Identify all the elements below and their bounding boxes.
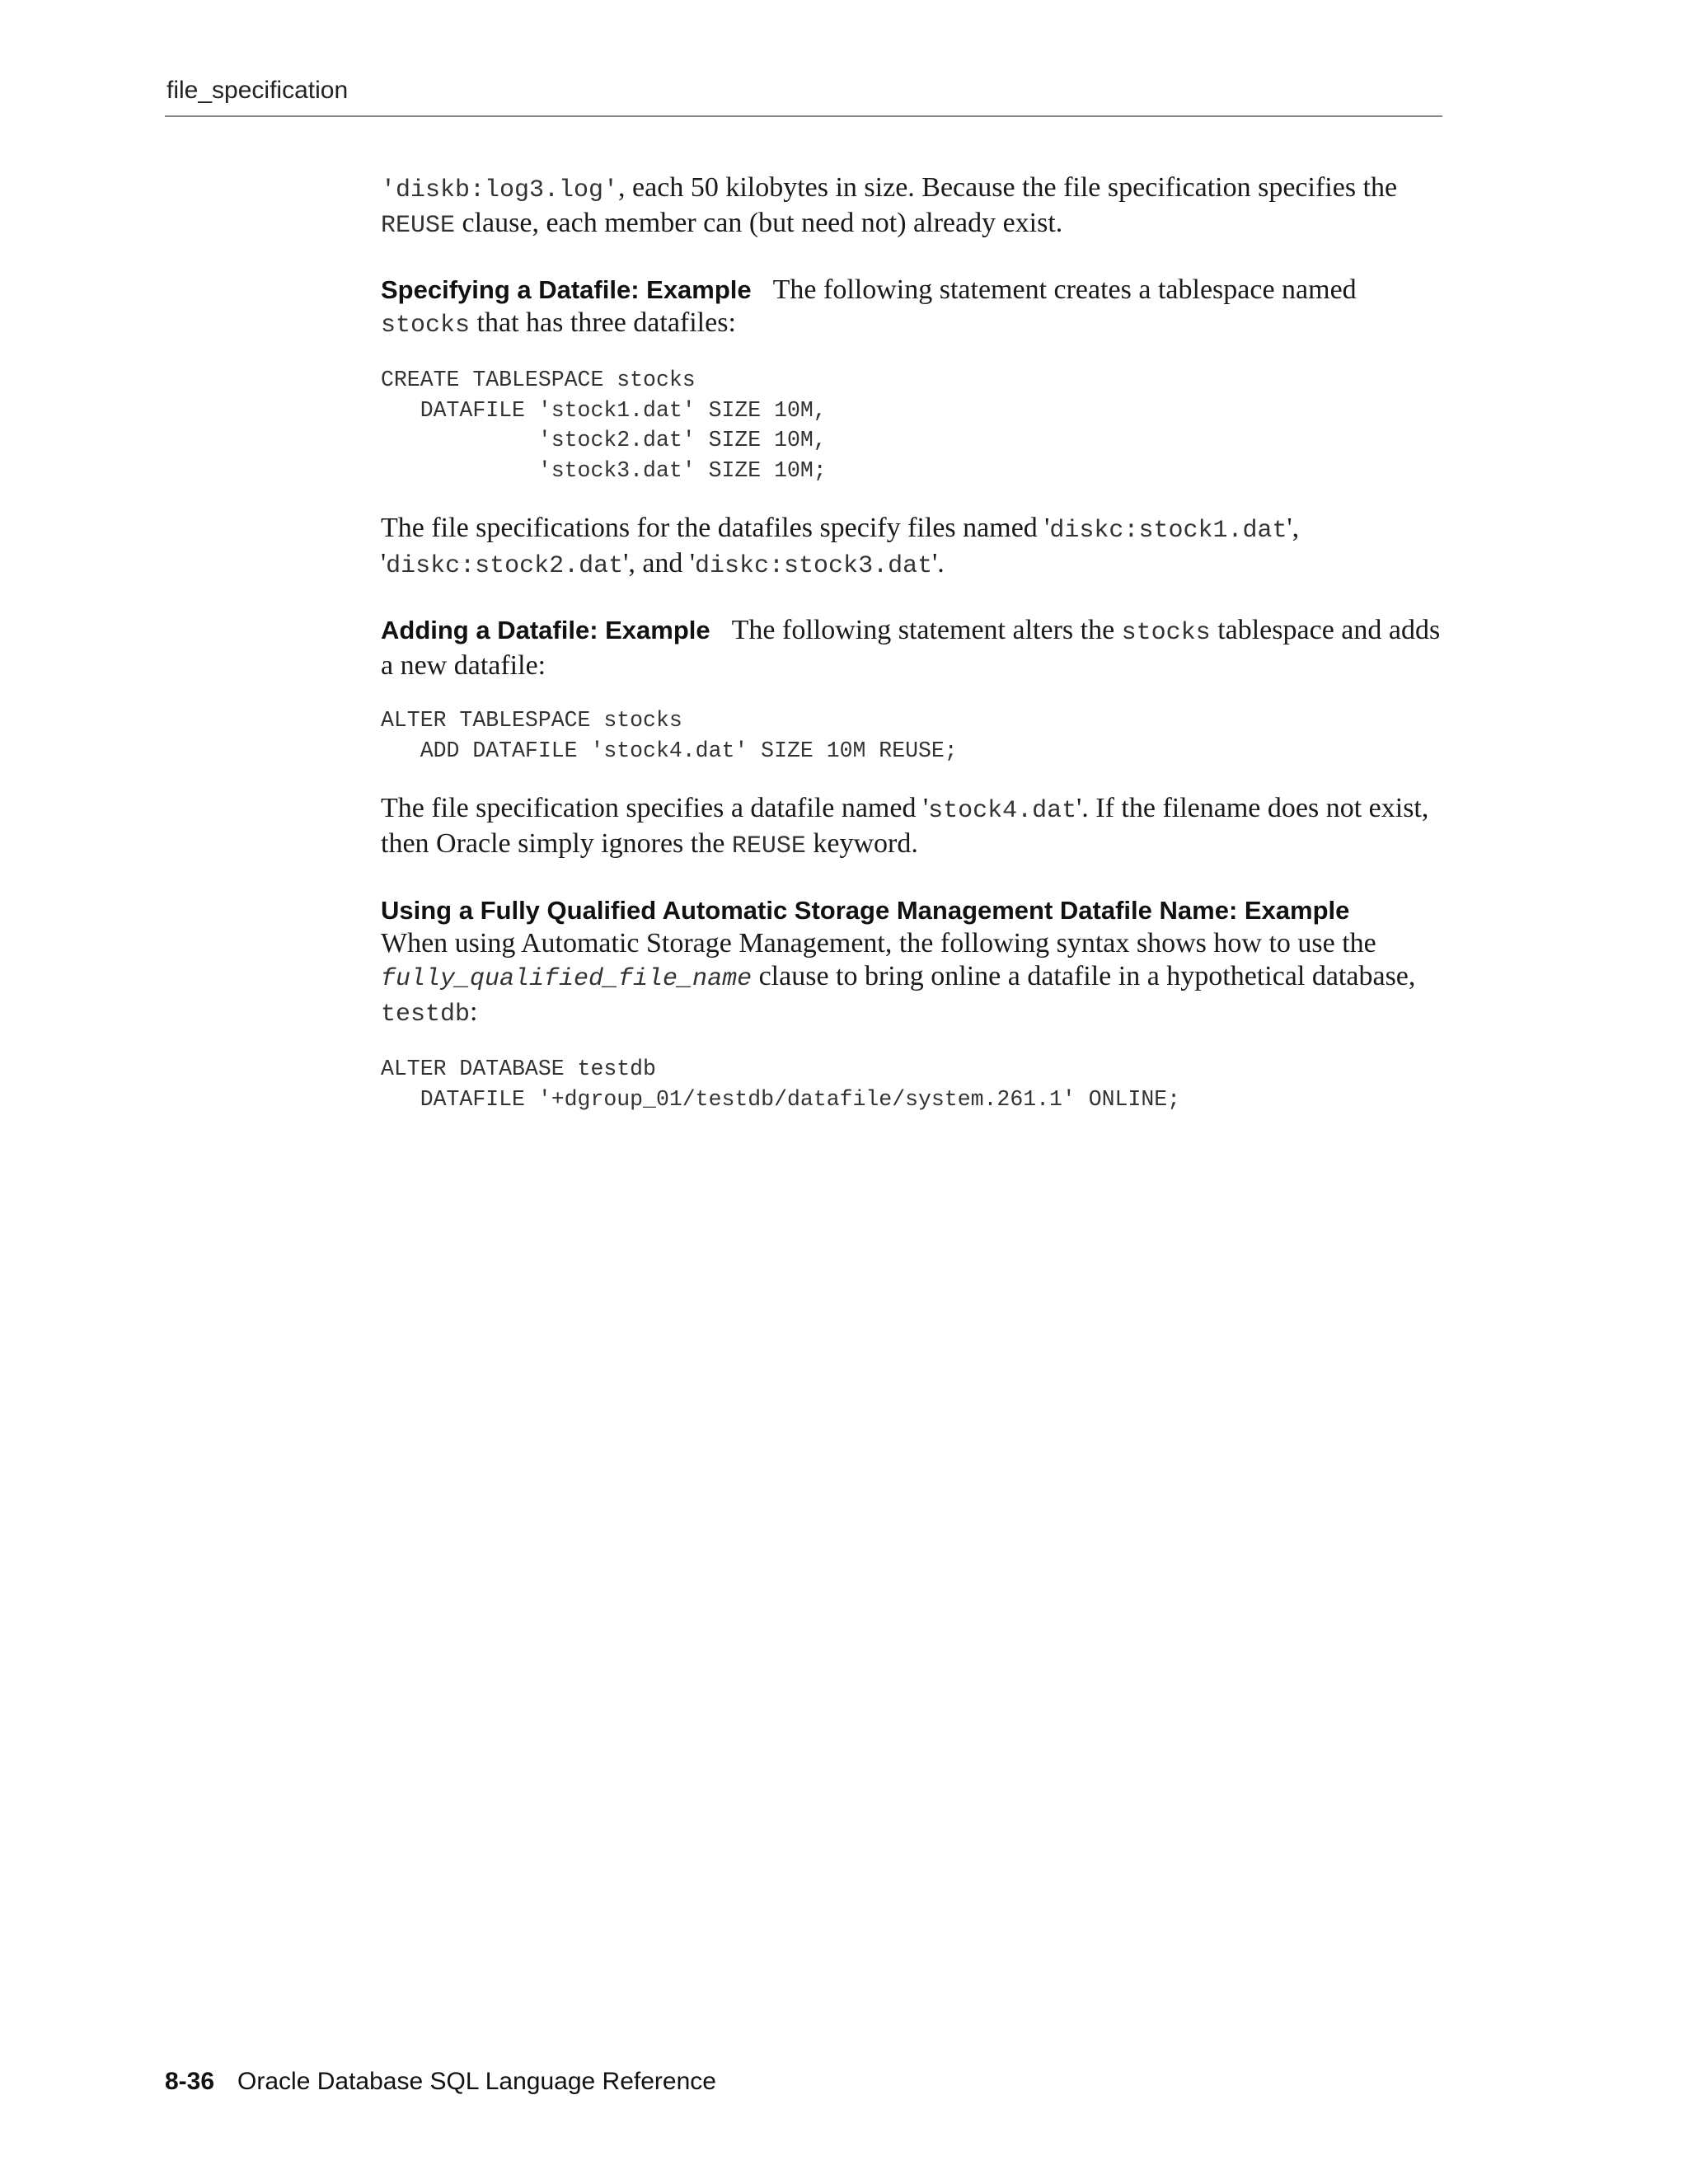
paragraph-text: The file specification specifies a datafile named ' bbox=[381, 793, 929, 823]
adding-example-paragraph bbox=[381, 614, 1444, 682]
adding-result-paragraph bbox=[381, 792, 1444, 863]
book-title: Oracle Database SQL Language Reference bbox=[237, 2068, 716, 2095]
inline-code: diskc:stock3.dat bbox=[695, 552, 933, 580]
inline-code: REUSE bbox=[381, 212, 456, 240]
page-number: 8-36 bbox=[165, 2068, 215, 2095]
section-heading-asm: Using a Fully Qualified Automatic Storage Management Datafile Name: Example bbox=[381, 896, 1350, 925]
inline-code: stocks bbox=[381, 312, 471, 340]
datafile-result-paragraph bbox=[381, 512, 1444, 583]
paragraph-text: The following statement creates a tablespace named bbox=[772, 274, 1357, 305]
datafile-example-paragraph bbox=[381, 274, 1444, 342]
inline-code: diskc:stock2.dat bbox=[386, 552, 624, 580]
page-body bbox=[381, 171, 1444, 1114]
paragraph-text: ', ' bbox=[381, 513, 1300, 579]
paragraph-text: When using Automatic Storage Management, the following syntax shows how to use the bbox=[381, 928, 1376, 958]
inline-code: diskc:stock1.dat bbox=[1049, 517, 1287, 545]
intro-paragraph bbox=[381, 171, 1444, 242]
paragraph-text: clause, each member can (but need not) already exist. bbox=[455, 208, 1063, 238]
paragraph-text: The following statement alters the bbox=[731, 615, 1122, 645]
asm-example-paragraph bbox=[381, 894, 1444, 1031]
paragraph-text: tablespace and adds a new datafile: bbox=[381, 615, 1441, 681]
code-block-alter-database: ALTER DATABASE testdb DATAFILE '+dgroup_01/testdb/datafile/system.261.1' ONLINE; bbox=[381, 1057, 1181, 1112]
code-block-create-tablespace: CREATE TABLESPACE stocks DATAFILE 'stock1.dat' SIZE 10M, 'stock2.dat' SIZE 10M, 'stock3.dat' SIZE 10M; bbox=[381, 368, 827, 483]
inline-code: testdb bbox=[381, 1001, 471, 1029]
paragraph-text: , each 50 kilobytes in size. Because the file specification specifies the bbox=[618, 172, 1398, 203]
inline-code: stocks bbox=[1121, 619, 1211, 647]
paragraph-text: '. bbox=[932, 548, 945, 579]
section-heading-adding: Adding a Datafile: Example bbox=[381, 616, 710, 644]
code-block-alter-tablespace: ALTER TABLESPACE stocks ADD DATAFILE 'stock4.dat' SIZE 10M REUSE; bbox=[381, 708, 958, 763]
paragraph-text: : bbox=[470, 996, 478, 1027]
paragraph-text: '. If the filename does not exist, then Oracle simply ignores the bbox=[381, 793, 1429, 859]
paragraph-text: that has three datafiles: bbox=[470, 307, 736, 338]
paragraph-text: The file specifications for the datafiles specify files named ' bbox=[381, 513, 1050, 543]
section-heading-datafile: Specifying a Datafile: Example bbox=[381, 275, 752, 304]
inline-code: REUSE bbox=[731, 832, 806, 860]
inline-code-italic: fully_qualified_file_name bbox=[381, 965, 753, 993]
inline-code: stock4.dat bbox=[928, 797, 1077, 825]
page-footer bbox=[165, 2065, 716, 2098]
paragraph-text: keyword. bbox=[805, 828, 918, 859]
paragraph-text: ', and ' bbox=[623, 548, 696, 579]
running-head-title: file_specification bbox=[166, 77, 349, 104]
inline-code: 'diskb:log3.log' bbox=[381, 176, 619, 204]
paragraph-text: clause to bring online a datafile in a hypothetical database, bbox=[752, 961, 1416, 991]
header-rule bbox=[165, 115, 1442, 117]
